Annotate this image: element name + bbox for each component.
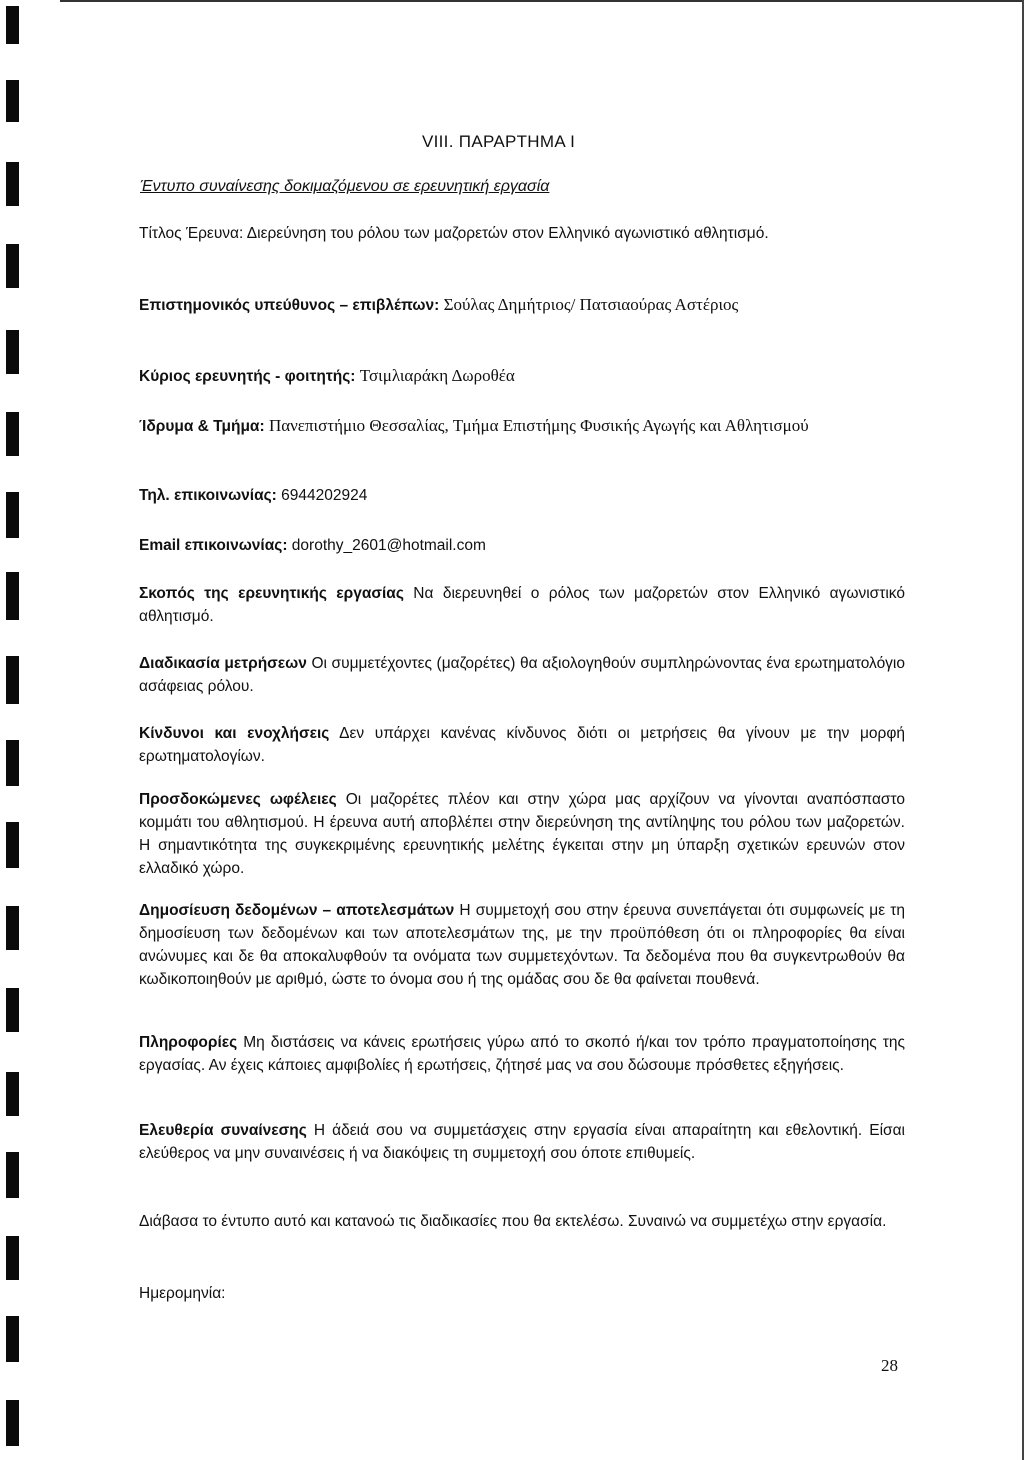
consent-statement: Διάβασα το έντυπο αυτό και κατανοώ τις διαδικασίες που θα εκτελέσω. Συναινώ να συμμετέχω στην εργασία. [139,1213,887,1230]
field-title [139,222,905,245]
section-benefits-text: Οι μαζορέτες πλέον και στην χώρα μας αρχίζουν να γίνονται αναπόσπαστο κομμάτι του αθλητισμού. Η έρευνα αυτή αποβλέπει στην διερεύνηση της αντίληψης του ρόλου των μαζορετών. Η σημαντικότητα της συγκεκριμένης ερευνητικής μελέτης έγκειται στην μη ύπαρξη σχετικών ερευνών στον ελλαδικό χώρο. [139,791,905,877]
section-risks-label: Κίνδυνοι και ενοχλήσεις [139,725,330,742]
field-email-value: dorothy_2601@hotmail.com [291,537,486,554]
field-phone-value: 6944202924 [281,487,368,504]
section-purpose [139,582,905,628]
section-information [139,1031,905,1077]
section-purpose-label: Σκοπός της ερευνητικής εργασίας [139,585,404,602]
section-benefits [139,788,905,880]
field-title-label: Τίτλος Έρευνα: [139,225,244,242]
binding-edge-marks [0,0,30,1460]
field-institution-value: Πανεπιστήμιο Θεσσαλίας, Τμήμα Επιστήμης Φυσικής Αγωγής και Αθλητισμού [268,416,809,435]
field-phone [139,484,905,507]
section-benefits-label: Προσδοκώμενες ωφέλειες [139,791,337,808]
page-number: 28 [881,1356,898,1375]
section-publication-label: Δημοσίευση δεδομένων – αποτελεσμάτων [139,902,455,919]
field-email [139,534,905,557]
field-supervisor-value: Σούλας Δημήτριος/ Πατσιαούρας Αστέριος [443,295,739,314]
field-institution [139,414,905,438]
field-email-label: Email επικοινωνίας: [139,537,288,554]
field-supervisor [139,293,905,317]
section-purpose-text: Να διερευνηθεί ο ρόλος των μαζορετών στον Ελληνικό αγωνιστικό αθλητισμό. [139,585,905,625]
section-risks [139,722,905,768]
section-procedure [139,652,905,698]
field-researcher-label: Κύριος ερευνητής - φοιτητής: [139,368,356,385]
field-title-value: Διερεύνηση του ρόλου των μαζορετών στον Ελληνικό αγωνιστικό αθλητισμό. [246,225,769,242]
section-consent-freedom-label: Ελευθερία συναίνεσης [139,1122,307,1139]
section-consent-freedom-text: Η άδειά σου να συμμετάσχεις στην εργασία είναι απαραίτητη και εθελοντική. Είσαι ελεύθερος να μην συναινέσεις ή να διακόψεις τη συμμετοχή σου όποτε επιθυμείς. [139,1122,905,1162]
field-phone-label: Τηλ. επικοινωνίας: [139,487,277,504]
section-risks-text: Δεν υπάρχει κανένας κίνδυνος διότι οι μετρήσεις θα γίνουν με την μορφή ερωτηματολογίων. [139,725,905,765]
section-consent-freedom [139,1119,905,1165]
field-researcher-value: Τσιμλιαράκη Δωροθέα [359,366,515,385]
field-supervisor-label: Επιστημονικός υπεύθυνος – επιβλέπων: [139,297,440,314]
form-title: Έντυπο συναίνεσης δοκιμαζόμενου σε ερευνητική εργασία [140,178,550,195]
section-information-text: Μη διστάσεις να κάνεις ερωτήσεις γύρω από το σκοπό ή/και τον τρόπο πραγματοποίησης της εργασίας. Αν έχεις κάποιες αμφιβολίες ή ερωτήσεις, ζήτησέ μας να σου δώσουμε πρόσθετες εξηγήσεις. [139,1034,905,1074]
section-information-label: Πληροφορίες [139,1034,238,1051]
field-researcher [139,364,905,388]
section-procedure-text: Οι συμμετέχοντες (μαζορέτες) θα αξιολογηθούν συμπληρώνοντας ένα ερωτηματολόγιο ασάφειας ρόλου. [139,655,905,695]
section-publication-text: Η συμμετοχή σου στην έρευνα συνεπάγεται ότι συμφωνείς με τη δημοσίευση των δεδομένων και των αποτελεσμάτων της, με την προϋπόθεση ότι οι πληροφορίες θα είναι ανώνυμες και δε θα αποκαλυφθούν τα ονόματα των συμμετεχόντων. Τα δεδομένα που θα συγκεντρωθούν θα κωδικοποιηθούν με αριθμό, ώστε το όνομα σου ή της ομάδας σου δε θα φαίνεται πουθενά. [139,902,905,988]
section-heading: VIII. ΠΑΡΑΡΤΗΜΑ Ι [422,132,576,151]
section-publication [139,899,905,991]
date-label: Ημερομηνία: [139,1285,226,1302]
scan-top-border [60,0,1024,2]
field-institution-label: Ίδρυμα & Τμήμα: [139,418,265,435]
section-procedure-label: Διαδικασία μετρήσεων [139,655,307,672]
